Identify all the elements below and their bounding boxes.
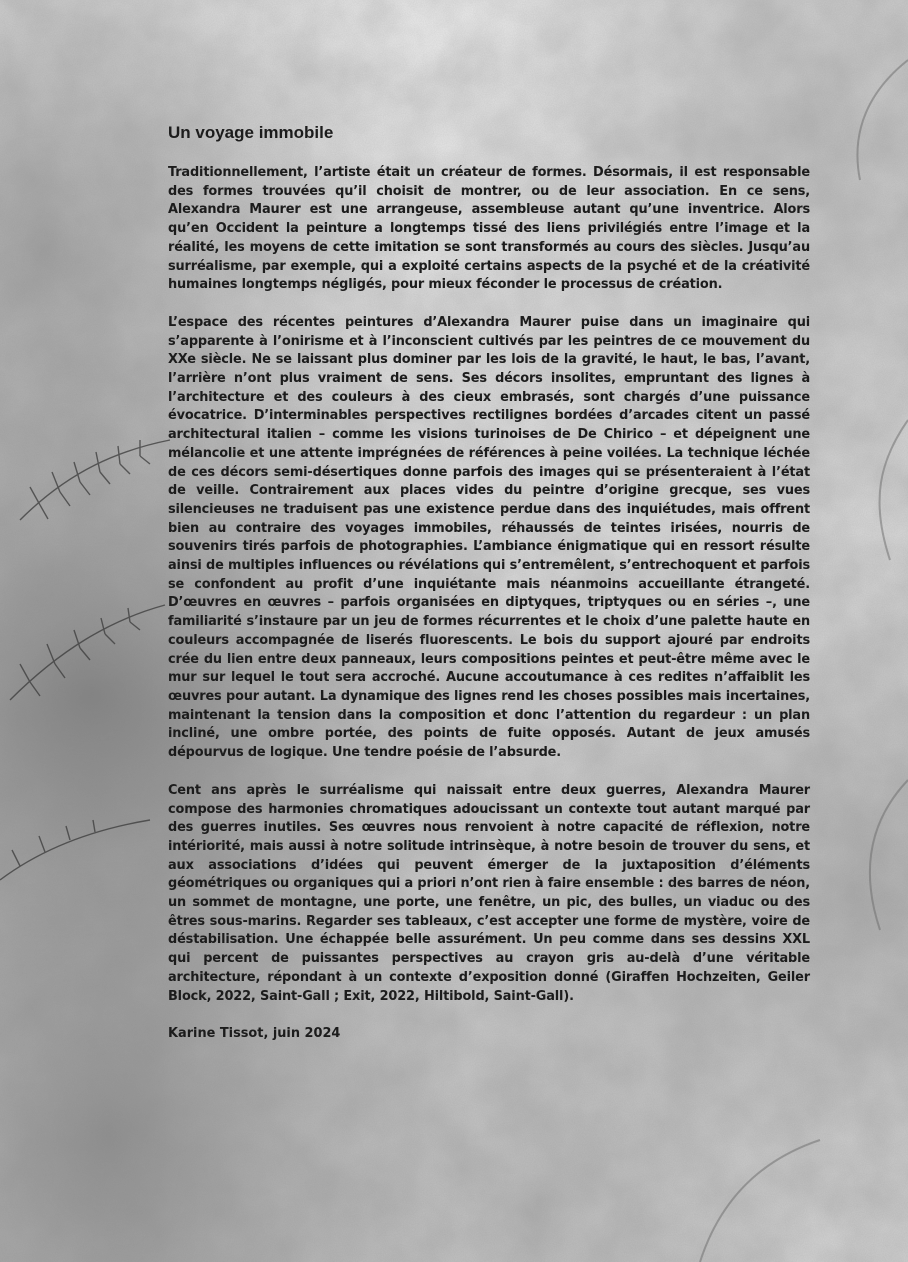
article-paragraph-1: Traditionnellement, l’artiste était un créateur de formes. Désormais, il est responsable des formes trouvées qu’il choisit de montrer, ou de leur association. En ce sens, Alexandra Maurer est une arrangeuse, assembleuse autant qu’une inventrice. Alors qu’en Occident la peinture a longtemps tissé des liens privilégiés entre l’image et la réalité, les moyens de cette imitation se sont transformés au cours des siècles. Jusqu’au surréalisme, par exemple, qui a exploité certains aspects de la psyché et de la créativité humaines longtemps négligés, pour mieux féconder le processus de création. (168, 165, 810, 293)
article (168, 122, 810, 1043)
author-signature: Karine Tissot, juin 2024 (168, 1026, 341, 1042)
article-paragraph-3: Cent ans après le surréalisme qui naissait entre deux guerres, Alexandra Maurer compose des harmonies chromatiques adoucissant un contexte tout autant marqué par des guerres inutiles. Ses œuvres nous renvoient à notre capacité de réflexion, notre intériorité, mais aussi à notre solitude intrinsèque, à notre besoin de trouver du sens, et aux associations d’idées qui peuvent émerger de la juxtaposition d’éléments géométriques ou organiques qui a priori n’ont rien à faire ensemble : des barres de néon, un sommet de montagne, une porte, une fenêtre, un pic, des bulles, un viaduc ou des êtres sous-marins. Regarder ses tableaux, c’est accepter une forme de mystère, voire de déstabilisation. Une échappée belle assurément. Un peu comme dans ses dessins XXL qui percent de puissantes perspectives au crayon gris au-delà d’une véritable architecture, répondant à un contexte d’exposition donné (Giraffen Hochzeiten, Geiler Block, 2022, Saint-Gall ; Exit, 2022, Hiltibold, Saint-Gall). (168, 782, 810, 1004)
article-title: Un voyage immobile (168, 123, 334, 142)
article-paragraph-2: L’espace des récentes peintures d’Alexandra Maurer puise dans un imaginaire qui s’apparente à l’onirisme et à l’inconscient cultivés par les peintres de ce mouvement du XXe siècle. Ne se laissant plus dominer par les lois de la gravité, le haut, le bas, l’avant, l’arrière n’ont plus vraiment de sens. Ses décors insolites, empruntant des lignes à l’architecture et des couleurs à des cieux embrasés, sont chargés d’une puissance évocatrice. D’interminables perspectives rectilignes bordées d’arcades citent un passé architectural italien – comme les visions turinoises de De Chirico – et dépeignent une mélancolie et une attente imprégnées de références à peine voilées. La technique léchée de ces décors semi-désertiques donne parfois des images qui se présenteraient à l’état de veille. Contrairement aux places vides du peintre d’origine grecque, ses vues silencieuses ne traduisent pas une existence perdue dans des inquiétudes, mais offrent bien au contraire des voyages immobiles, réhaussés de teintes irisées, nourris de souvenirs tirés parfois de photographies. L’ambiance énigmatique qui en ressort résulte ainsi de multiples influences ou révélations qui s’entremêlent, s’entrechoquent et parfois se confondent au profit d’une inquiétante mais néanmoins accueillante étrangeté. D’œuvres en œuvres – parfois organisées en diptyques, triptyques ou en séries –, une familiarité s’instaure par un jeu de formes récurrentes et le choix d’une palette haute en couleurs accompagnée de liserés fluorescents. Le bois du support ajouré par endroits crée du lien entre deux panneaux, leurs compositions peintes et peut-être même avec le mur sur lequel le tout sera accroché. Aucune accoutumance à ces redites n’affaiblit les œuvres pour autant. La dynamique des lignes rend les choses possibles mais incertaines, maintenant la tension dans la composition et donc l’attention du regardeur : un plan incliné, une ombre portée, des points de fuite opposés. Autant de jeux amusés dépourvus de logique. Une tendre poésie de l’absurde. (168, 314, 810, 761)
